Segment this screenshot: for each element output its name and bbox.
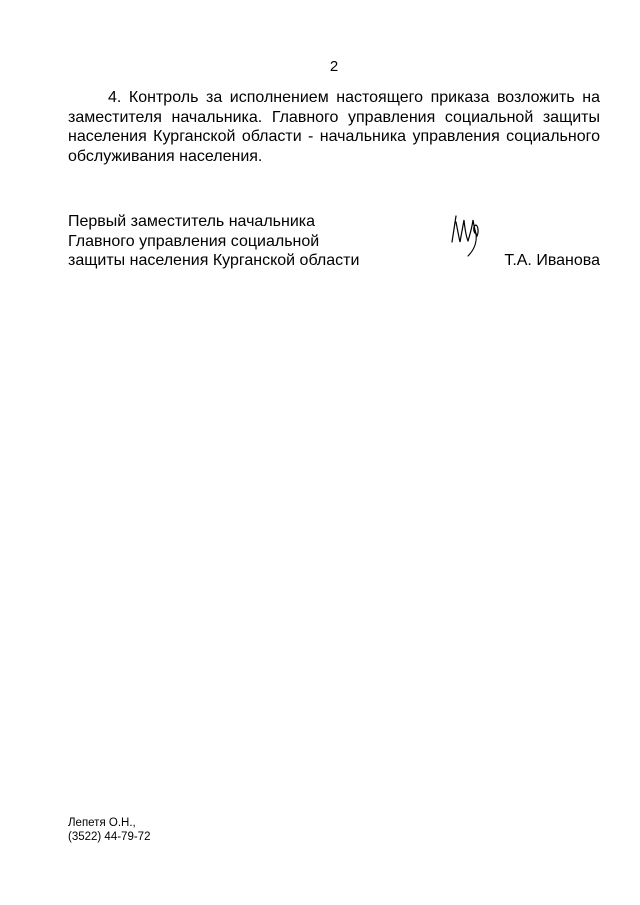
executor-info — [68, 816, 150, 844]
page-number: 2 — [329, 58, 339, 75]
handwritten-signature — [442, 212, 486, 260]
signer-title-line: Первый заместитель начальника — [68, 213, 316, 230]
executor-name: Лепетя О.Н., — [68, 817, 136, 829]
signer-name: Т.А. Иванова — [504, 252, 600, 269]
signer-title-block — [68, 212, 368, 271]
body-paragraph: 4. Контроль за исполнением настоящего приказа возложить на заместителя начальника. Главного управления социальной защиты населения Курганской области - начальника управления социального обслуживания населения. — [68, 89, 600, 165]
signer-title-line: защиты населения Курганской области — [68, 252, 360, 269]
executor-phone: (3522) 44-79-72 — [68, 831, 151, 843]
signer-title-line: Главного управления социальной — [68, 232, 320, 250]
